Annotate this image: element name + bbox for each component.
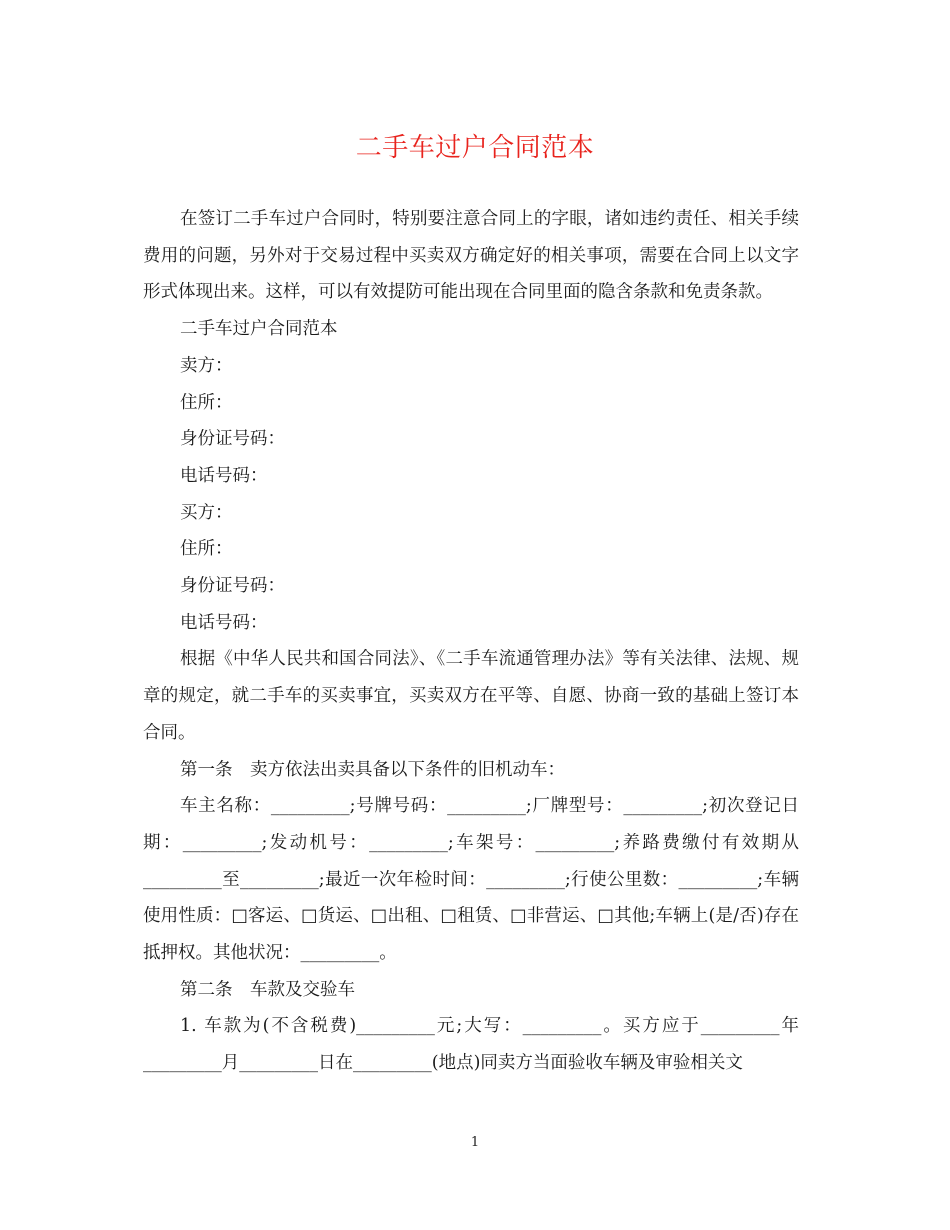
page-number: 1 bbox=[470, 1135, 480, 1150]
payment-paragraph: 1. 车款为(不含税费)_________元;大写：_________。买方应于_________年_________月_________日在_________(地点)同卖方当面验收车辆及审验相关文 bbox=[143, 1016, 799, 1074]
article-two-heading: 第二条 车款及交验车 bbox=[180, 979, 355, 1000]
document-title: 二手车过户合同范本 bbox=[355, 133, 595, 163]
contract-heading: 二手车过户合同范本 bbox=[180, 319, 338, 340]
seller-id-line: 身份证号码： bbox=[180, 429, 285, 450]
intro-paragraph: 在签订二手车过户合同时，特别要注意合同上的字眼，诸如违约责任、相关手续费用的问题，另外对于交易过程中买卖双方确定好的相关事项，需要在合同上以文字形式体现出来。这样，可以有效提防可能出现在合同里面的隐含条款和免责条款。 bbox=[143, 209, 799, 303]
vehicle-details-paragraph: 车主名称：_________;号牌号码：_________;厂牌型号：_________;初次登记日期：_________;发动机号：_________;车架号：_________;养路费缴付有效期从_________至_________;最近一次年检时间：_________;行使公里数：_________;车辆使用性质：□客运、□货运、□出租、□租赁、□非营运、□其他;车辆上(是/否)存在抵押权。其他状况：_________。 bbox=[143, 796, 799, 964]
article-one-heading: 第一条 卖方依法出卖具备以下条件的旧机动车： bbox=[180, 759, 565, 780]
buyer-line: 买方： bbox=[180, 502, 233, 523]
seller-line: 卖方： bbox=[180, 355, 233, 376]
buyer-address-line: 住所： bbox=[180, 539, 233, 560]
legal-basis-paragraph: 根据《中华人民共和国合同法》、《二手车流通管理办法》等有关法律、法规、规章的规定，就二手车的买卖事宜，买卖双方在平等、自愿、协商一致的基础上签订本合同。 bbox=[143, 649, 799, 743]
document-body bbox=[143, 201, 799, 1082]
seller-address-line: 住所： bbox=[180, 392, 233, 413]
seller-phone-line: 电话号码： bbox=[180, 465, 268, 486]
buyer-phone-line: 电话号码： bbox=[180, 612, 268, 633]
buyer-id-line: 身份证号码： bbox=[180, 576, 285, 597]
